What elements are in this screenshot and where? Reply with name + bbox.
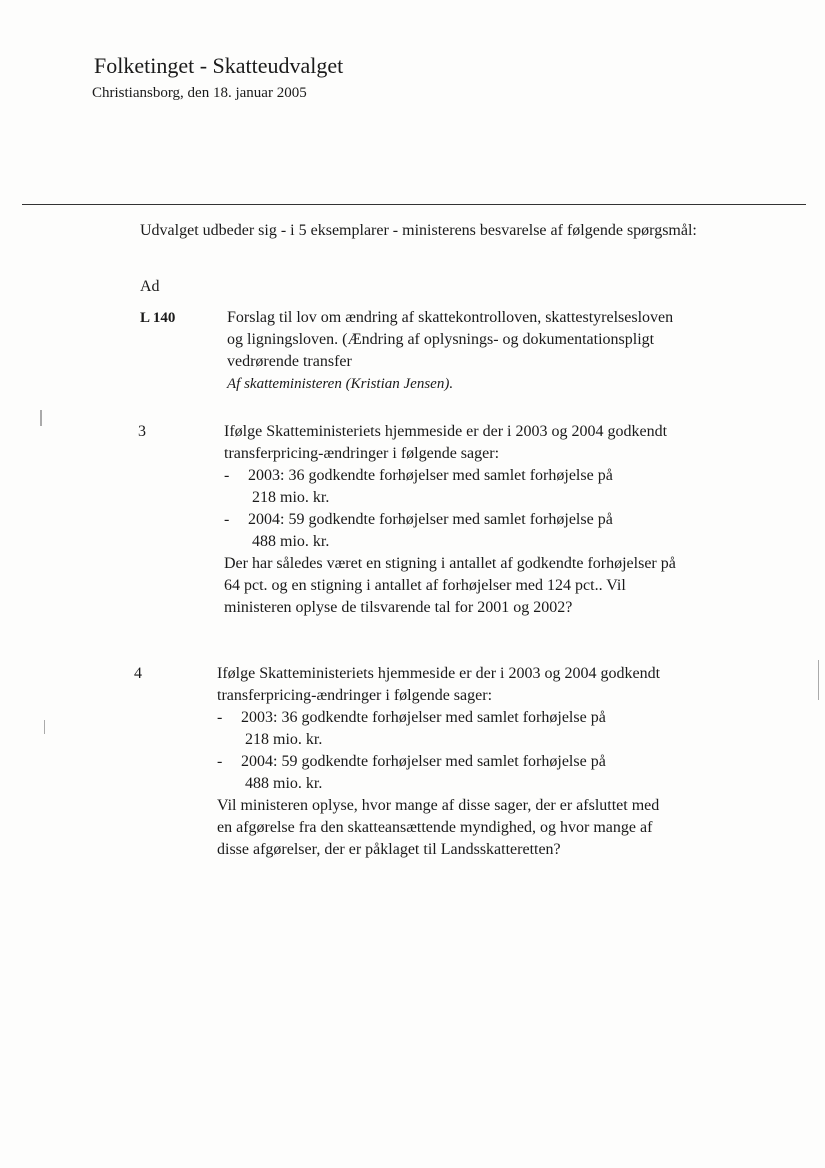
question-block: [217, 663, 677, 861]
bullet-dash: -: [217, 709, 223, 726]
ad-label: Ad: [140, 278, 160, 295]
list-item: [224, 465, 684, 509]
bullet-text-continued: 488 mio. kr.: [252, 533, 330, 550]
question-intro: Ifølge Skatteministeriets hjemmeside er der i 2003 og 2004 godkendt transferpricing-ændringer i følgende sager:: [224, 423, 668, 462]
question-intro: Ifølge Skatteministeriets hjemmeside er der i 2003 og 2004 godkendt transferpricing-ændringer i følgende sager:: [217, 665, 661, 704]
request-intro: Udvalget udbeder sig - i 5 eksemplarer - ministerens besvarelse af følgende spørgsmål:: [140, 222, 697, 239]
bullet-dash: -: [217, 753, 223, 770]
bullet-text-continued: 488 mio. kr.: [245, 775, 323, 792]
question-number: 3: [138, 423, 146, 440]
scan-mark: [44, 720, 45, 734]
bullet-text: 2003: 36 godkendte forhøjelser med samlet forhøjelse på: [248, 467, 613, 484]
date-line: Christiansborg, den 18. januar 2005: [92, 85, 307, 101]
question-text: Der har således været en stigning i antallet af godkendte forhøjelser på 64 pct. og en stigning i antallet af forhøjelser med 124 pct.. Vil ministeren oplyse de tilsvarende tal for 2001 og 2002?: [224, 555, 676, 616]
question-text: Vil ministeren oplyse, hvor mange af disse sager, der er afsluttet med en afgørelse fra den skatteansættende myndighed, og hvor mange af disse afgørelser, der er påklaget til Landsskatteretten?: [217, 797, 660, 858]
page-title: Folketinget - Skatteudvalget: [94, 53, 344, 78]
bullet-text: 2004: 59 godkendte forhøjelser med samlet forhøjelse på: [241, 753, 606, 770]
question-number: 4: [134, 665, 142, 682]
list-item: [224, 509, 684, 553]
bullet-dash: -: [224, 511, 230, 528]
bill-number: L 140: [140, 310, 176, 326]
bill-description: [227, 307, 687, 395]
scan-mark: [40, 410, 42, 426]
bullet-text: 2003: 36 godkendte forhøjelser med samlet forhøjelse på: [241, 709, 606, 726]
list-item: [217, 751, 677, 795]
bill-text: Forslag til lov om ændring af skattekontrolloven, skattestyrelsesloven og ligningsloven. (Ændring af oplysnings- og dokumentationspligt vedrørende transfer: [227, 309, 674, 370]
bullet-dash: -: [224, 467, 230, 484]
bullet-text: 2004: 59 godkendte forhøjelser med samlet forhøjelse på: [248, 511, 613, 528]
list-item: [217, 707, 677, 751]
bill-author: Af skatteministeren (Kristian Jensen).: [227, 376, 454, 392]
question-block: [224, 421, 684, 619]
bullet-text-continued: 218 mio. kr.: [245, 731, 323, 748]
scan-mark: [818, 660, 819, 700]
bullet-text-continued: 218 mio. kr.: [252, 489, 330, 506]
horizontal-divider: [22, 204, 806, 205]
